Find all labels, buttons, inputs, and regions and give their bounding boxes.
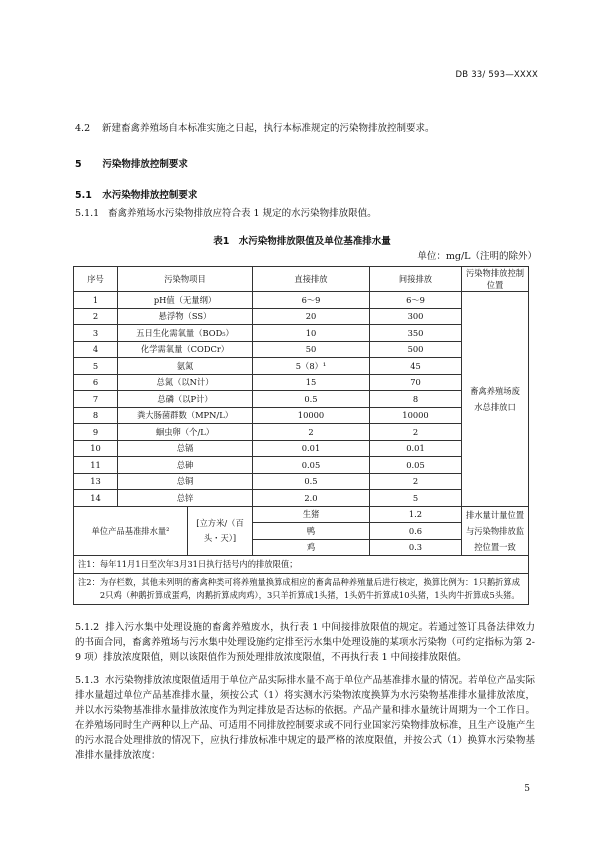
row-indirect: 5 xyxy=(370,490,462,507)
document-number: DB 33/ 593—XXXX xyxy=(455,70,538,80)
benchmark-value: 0.3 xyxy=(370,539,462,556)
row-item: 氨氮 xyxy=(118,358,253,375)
section-number: 5 xyxy=(75,159,82,170)
section-title: 污染物排放控制要求 xyxy=(102,159,188,170)
row-no: 14 xyxy=(74,490,118,507)
benchmark-animal: 鸡 xyxy=(253,539,370,556)
table-header-row xyxy=(74,267,529,292)
clause-number: 5.1.3 xyxy=(75,675,100,686)
clause-text: 水污染物排放浓度限值适用于单位产品实际排水量不高于单位产品基准排水量的情况。若单位产品实际排水量超过单位产品基准排水量，须按公式（1）将实测水污染物浓度换算为水污染物基准排水量排放浓度，并以水污染物基准排水量排放浓度作为判定排放是否达标的依据。产品产量和排水量统计周期为一个工作日。在养殖场同时生产两种以上产品、可适用不同排放控制要求或不同行业国家污染物排放标准，且生产设施产生的污水混合处理排放的情况下，应执行排放标准中规定的最严格的浓度限值，并按公式（1）换算水污染物基准排水量排放浓度： xyxy=(75,675,535,761)
row-direct: 0.01 xyxy=(253,440,370,457)
note-2 xyxy=(74,574,529,605)
benchmark-unit: [立方米/（百头・天）] xyxy=(188,506,253,556)
row-no: 9 xyxy=(74,424,118,441)
control-location-cell: 畜禽养殖场废水总排放口 xyxy=(462,292,529,507)
row-no: 1 xyxy=(74,292,118,309)
emission-limit-table xyxy=(73,266,529,605)
note-label: 注1： xyxy=(78,559,100,569)
row-item: 总磷（以P计） xyxy=(118,391,253,408)
row-item: 五日生化需氧量（BOD₅） xyxy=(118,325,253,342)
row-no: 10 xyxy=(74,440,118,457)
table-row xyxy=(74,292,529,309)
row-indirect: 0.01 xyxy=(370,440,462,457)
section-5-heading xyxy=(75,156,188,170)
row-indirect: 10000 xyxy=(370,407,462,424)
row-direct: 10000 xyxy=(253,407,370,424)
row-item: 总锌 xyxy=(118,490,253,507)
row-item: 总铜 xyxy=(118,473,253,490)
row-item: 粪大肠菌群数（MPN/L） xyxy=(118,407,253,424)
table-row xyxy=(74,473,529,490)
clause-4-2 xyxy=(75,122,545,136)
row-no: 13 xyxy=(74,473,118,490)
row-direct: 0.5 xyxy=(253,391,370,408)
section-title: 水污染物排放控制要求 xyxy=(102,190,198,201)
table-row xyxy=(74,490,529,507)
row-no: 8 xyxy=(74,407,118,424)
header-item: 污染物项目 xyxy=(118,267,253,292)
row-indirect: 350 xyxy=(370,325,462,342)
row-indirect: 300 xyxy=(370,308,462,325)
table-row xyxy=(74,440,529,457)
table-row xyxy=(74,358,529,375)
clause-number: 5.1.2 xyxy=(75,622,100,633)
clause-text: 畜禽养殖场水污染物排放应符合表 1 规定的水污染物排放限值。 xyxy=(108,208,377,219)
table-row xyxy=(74,325,529,342)
table-row xyxy=(74,391,529,408)
row-item: 蛔虫卵（个/L） xyxy=(118,424,253,441)
row-indirect: 0.05 xyxy=(370,457,462,474)
row-item: 总氮（以N计） xyxy=(118,374,253,391)
note-label: 注2： xyxy=(78,577,100,587)
benchmark-animal: 生猪 xyxy=(253,506,370,523)
header-location: 污染物排放控制位置 xyxy=(462,267,529,292)
clause-5-1-3 xyxy=(75,673,535,763)
table-row xyxy=(74,407,529,424)
row-direct: 2 xyxy=(253,424,370,441)
row-no: 6 xyxy=(74,374,118,391)
clause-5-1-2 xyxy=(75,620,535,665)
benchmark-animal: 鸭 xyxy=(253,523,370,540)
row-no: 2 xyxy=(74,308,118,325)
section-5-1-heading xyxy=(75,187,197,201)
row-direct: 6～9 xyxy=(253,292,370,309)
benchmark-value: 1.2 xyxy=(370,506,462,523)
row-direct: 0.05 xyxy=(253,457,370,474)
row-item: 总砷 xyxy=(118,457,253,474)
header-no: 序号 xyxy=(74,267,118,292)
table-unit: 单位：mg/L（注明的除外） xyxy=(417,251,537,262)
row-item: 化学需氧量（CODCr） xyxy=(118,341,253,358)
table-row xyxy=(74,374,529,391)
benchmark-row xyxy=(74,506,529,523)
row-direct: 15 xyxy=(253,374,370,391)
row-direct: 50 xyxy=(253,341,370,358)
table-row xyxy=(74,308,529,325)
benchmark-label: 单位产品基准排水量² xyxy=(74,506,188,556)
clause-number: 4.2 xyxy=(75,123,91,134)
clause-5-1-1 xyxy=(75,207,545,221)
row-direct: 20 xyxy=(253,308,370,325)
row-direct: 2.0 xyxy=(253,490,370,507)
clause-text: 新建畜禽养殖场自本标准实施之日起，执行本标准规定的污染物排放控制要求。 xyxy=(102,123,435,134)
page-number: 5 xyxy=(524,784,530,794)
header-direct: 直接排放 xyxy=(253,267,370,292)
row-no: 3 xyxy=(74,325,118,342)
benchmark-value: 0.6 xyxy=(370,523,462,540)
note-text: 每年11月1日至次年3月31日执行括号内的排放限值； xyxy=(99,559,298,569)
note-row xyxy=(74,574,529,605)
row-no: 5 xyxy=(74,358,118,375)
row-indirect: 70 xyxy=(370,374,462,391)
benchmark-location: 排水量计量位置与污染物排放监控位置一致 xyxy=(462,506,529,556)
row-no: 11 xyxy=(74,457,118,474)
header-indirect: 间接排放 xyxy=(370,267,462,292)
row-direct: 0.5 xyxy=(253,473,370,490)
table-row xyxy=(74,341,529,358)
table-row xyxy=(74,424,529,441)
note-1 xyxy=(74,556,529,574)
row-item: pH值（无量纲） xyxy=(118,292,253,309)
row-no: 7 xyxy=(74,391,118,408)
clause-number: 5.1.1 xyxy=(75,208,100,219)
note-text: 为存栏数，其他未列明的畜禽种类可将养殖量换算成相应的畜禽品种养殖量后进行核定，换算比例为：1只鹅折算成2只鸡（种鹅折算成蛋鸡，肉鹅折算成肉鸡），3只羊折算成1头猪，1头奶牛折算成10头猪，1头肉牛折算成5头猪。 xyxy=(99,577,521,600)
row-indirect: 500 xyxy=(370,341,462,358)
row-item: 总镉 xyxy=(118,440,253,457)
row-indirect: 45 xyxy=(370,358,462,375)
note-row xyxy=(74,556,529,574)
row-item: 悬浮物（SS） xyxy=(118,308,253,325)
table-caption: 表1 水污染物排放限值及单位基准排水量 xyxy=(213,236,391,247)
row-indirect: 8 xyxy=(370,391,462,408)
row-direct: 5（8）¹ xyxy=(253,358,370,375)
section-number: 5.1 xyxy=(75,190,92,201)
row-no: 4 xyxy=(74,341,118,358)
clause-text: 排入污水集中处理设施的畜禽养殖废水，执行表 1 中间接排放限值的规定。若通过签订具备法律效力的书面合同，畜禽养殖场与污水集中处理设施约定排至污水集中处理设施的某项水污染物（可约定指标为第 2-9 项）排放浓度限值，则以该限值作为预处理排放浓度限值，不再执行表 1 中间接排放限值。 xyxy=(75,622,535,663)
table-row xyxy=(74,457,529,474)
row-direct: 10 xyxy=(253,325,370,342)
row-indirect: 6～9 xyxy=(370,292,462,309)
row-indirect: 2 xyxy=(370,473,462,490)
row-indirect: 2 xyxy=(370,424,462,441)
